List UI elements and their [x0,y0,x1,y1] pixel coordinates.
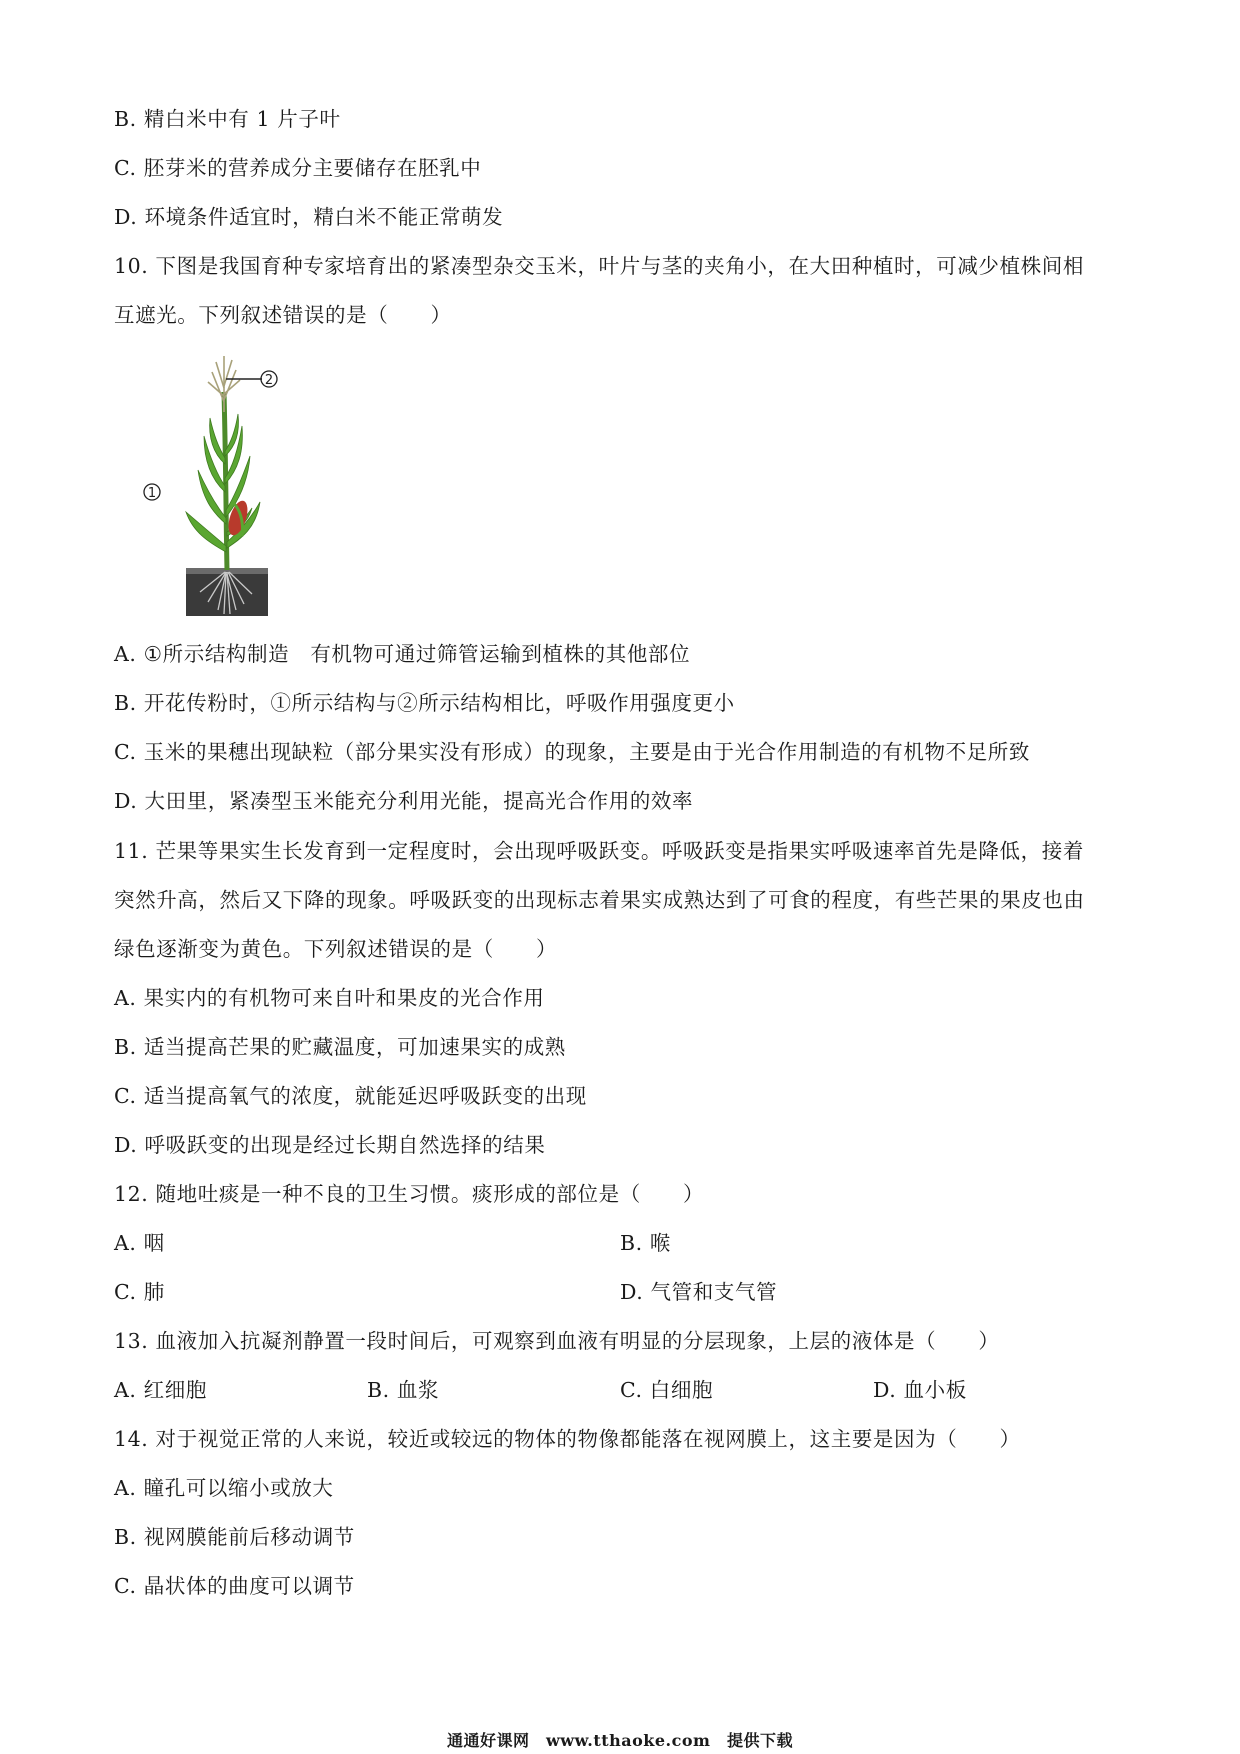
q11-option-b: B. 适当提高芒果的贮藏温度，可加速果实的成熟 [114,1035,566,1059]
q9-option-b: B. 精白米中有 1 片子叶 [114,107,341,131]
q11-option-a: A. 果实内的有机物可来自叶和果皮的光合作用 [114,986,545,1010]
q11-stem-line3: 绿色逐渐变为黄色。下列叙述错误的是（ ） [114,937,558,961]
q14-option-b: B. 视网膜能前后移动调节 [114,1525,355,1549]
q13-option-d: D. 血小板 [873,1378,967,1402]
footer-source[interactable]: 通通好课网 www.tthaoke.com 提供下载 [447,1731,793,1750]
q11-stem-line1: 11. 芒果等果实生长发育到一定程度时，会出现呼吸跃变。呼吸跃变是指果实呼吸速率首先是降低，接着 [114,839,1084,863]
q11-stem-line2: 突然升高，然后又下降的现象。呼吸跃变的出现标志着果实成熟达到了可食的程度，有些芒果的果皮也由 [114,888,1085,912]
q14-option-c: C. 晶状体的曲度可以调节 [114,1574,355,1598]
q14-option-a: A. 瞳孔可以缩小或放大 [114,1476,334,1500]
q12-stem: 12. 随地吐痰是一种不良的卫生习惯。痰形成的部位是（ ） [114,1182,705,1206]
q10-stem-line2: 互遮光。下列叙述错误的是（ ） [114,303,452,327]
label-1: 1 [147,486,157,501]
q10-option-b: B. 开花传粉时，①所示结构与②所示结构相比，呼吸作用强度更小 [114,691,735,715]
q14-stem: 14. 对于视觉正常的人来说，较近或较远的物体的物像都能落在视网膜上，这主要是因为（ ） [114,1427,1021,1451]
q12-option-b: B. 喉 [620,1231,671,1255]
q11-option-d: D. 呼吸跃变的出现是经过长期自然选择的结果 [114,1133,546,1157]
q10-option-a: A. ①所示结构制造 有机物可通过筛管运输到植株的其他部位 [114,642,691,666]
corn-plant-figure [138,352,318,622]
q13-option-a: A. 红细胞 [114,1378,207,1402]
q13-option-c: C. 白细胞 [620,1378,714,1402]
q11-option-c: C. 适当提高氧气的浓度，就能延迟呼吸跃变的出现 [114,1084,587,1108]
q9-option-c: C. 胚芽米的营养成分主要储存在胚乳中 [114,156,482,180]
label-2: 2 [264,373,274,388]
q12-option-c: C. 肺 [114,1280,165,1304]
q10-option-c: C. 玉米的果穗出现缺粒（部分果实没有形成）的现象，主要是由于光合作用制造的有机物不足所致 [114,740,1030,764]
q10-option-d: D. 大田里，紧凑型玉米能充分利用光能，提高光合作用的效率 [114,789,694,813]
q12-option-d: D. 气管和支气管 [620,1280,778,1304]
q12-option-a: A. 咽 [114,1231,165,1255]
q10-stem-line1: 10. 下图是我国育种专家培育出的紧凑型杂交玉米，叶片与茎的夹角小，在大田种植时，可减少植株间相 [114,254,1084,278]
tassel [208,356,240,412]
q13-option-b: B. 血浆 [367,1378,440,1402]
q9-option-d: D. 环境条件适宜时，精白米不能正常萌发 [114,205,504,229]
q13-stem: 13. 血液加入抗凝剂静置一段时间后，可观察到血液有明显的分层现象，上层的液体是（ ） [114,1329,1000,1353]
